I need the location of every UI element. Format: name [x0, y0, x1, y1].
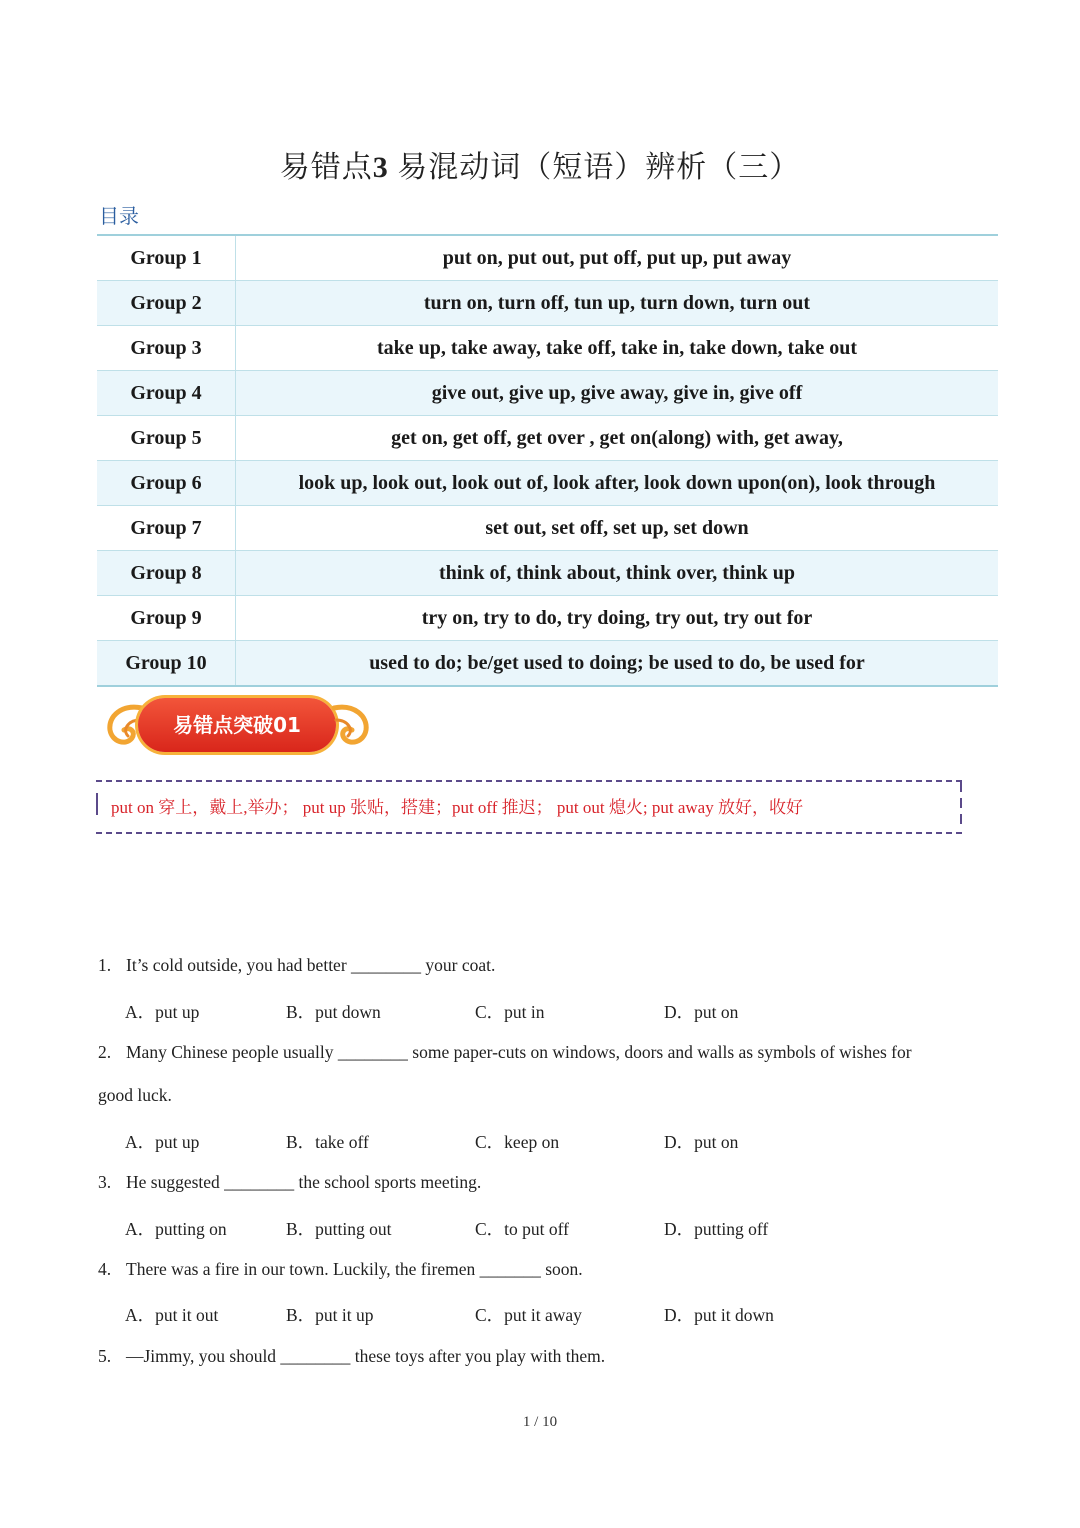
- title-prefix: 易错点: [279, 151, 373, 184]
- option-b: B．take off: [286, 1132, 369, 1152]
- table-row: [97, 281, 998, 326]
- table-row: [97, 326, 998, 371]
- question-number: 2.: [98, 1042, 112, 1062]
- table-row: [97, 235, 998, 281]
- option-d: D．put on: [664, 1132, 739, 1152]
- option-c: C．put it away: [475, 1305, 582, 1325]
- group-label: Group 6: [97, 461, 236, 506]
- toc-label: 目录: [99, 206, 139, 228]
- page-number: 1 / 10: [522, 1414, 558, 1430]
- title-text: 易混动词（短语）辨析（三）: [397, 151, 801, 184]
- group-label: Group 10: [97, 641, 236, 687]
- question-5: [98, 1346, 605, 1367]
- group-table: [97, 234, 998, 687]
- group-phrases: used to do; be/get used to doing; be used to do, be used for: [236, 641, 999, 687]
- option-c: C．put in: [475, 1002, 545, 1022]
- question-number: 5.: [98, 1346, 112, 1366]
- question-1: [98, 955, 495, 976]
- title-number: 3: [372, 151, 389, 184]
- group-label: Group 3: [97, 326, 236, 371]
- table-row: [97, 596, 998, 641]
- option-a: A．put up: [125, 1132, 200, 1152]
- group-phrases: look up, look out, look out of, look after, look down upon(on), look through: [236, 461, 999, 506]
- group-phrases: try on, try to do, try doing, try out, try out for: [236, 596, 999, 641]
- group-phrases: put on, put out, put off, put up, put away: [236, 235, 999, 281]
- option-d: D．put it down: [664, 1305, 774, 1325]
- group-label: Group 4: [97, 371, 236, 416]
- group-label: Group 5: [97, 416, 236, 461]
- question-text: It’s cold outside, you had better ________ your coat.: [126, 955, 496, 975]
- question-4: [98, 1259, 583, 1280]
- group-label: Group 9: [97, 596, 236, 641]
- group-label: Group 2: [97, 281, 236, 326]
- question-text: —Jimmy, you should ________ these toys after you play with them.: [126, 1346, 606, 1366]
- tip-box-right-edge: [960, 782, 962, 828]
- question-number: 3.: [98, 1172, 112, 1192]
- banner-label: 易错点突破01: [173, 713, 301, 737]
- section-banner: [102, 694, 374, 758]
- table-row: [97, 461, 998, 506]
- tip-box-left-edge: [96, 793, 98, 815]
- group-phrases: set out, set off, set up, set down: [236, 506, 999, 551]
- group-phrases: get on, get off, get over , get on(along) with, get away,: [236, 416, 999, 461]
- right-scroll-ornament-icon: [330, 700, 374, 752]
- group-phrases: give out, give up, give away, give in, give off: [236, 371, 999, 416]
- tip-text: put on 穿上，戴上,举办； put up 张贴，搭建；put off 推迟； put out 熄火; put away 放好，收好: [111, 798, 803, 817]
- option-c: C．to put off: [475, 1219, 569, 1239]
- group-label: Group 7: [97, 506, 236, 551]
- option-b: B．putting out: [286, 1219, 392, 1239]
- group-phrases: think of, think about, think over, think up: [236, 551, 999, 596]
- option-a: A．putting on: [125, 1219, 227, 1239]
- table-row: [97, 641, 998, 687]
- question-number: 4.: [98, 1259, 112, 1279]
- option-a: A．put it out: [125, 1305, 219, 1325]
- question-text: He suggested ________ the school sports meeting.: [126, 1172, 482, 1192]
- question-text: Many Chinese people usually ________ some paper-cuts on windows, doors and walls as symbols of wishes for: [126, 1042, 912, 1062]
- table-row: [97, 371, 998, 416]
- option-c: C．keep on: [475, 1132, 560, 1152]
- table-row: [97, 506, 998, 551]
- option-b: B．put down: [286, 1002, 381, 1022]
- option-d: D．put on: [664, 1002, 739, 1022]
- page-title: [0, 142, 1080, 186]
- option-a: A．put up: [125, 1002, 200, 1022]
- table-row: [97, 551, 998, 596]
- group-label: Group 1: [97, 235, 236, 281]
- option-d: D．putting off: [664, 1219, 769, 1239]
- question-3: [98, 1172, 481, 1193]
- question-number: 1.: [98, 955, 112, 975]
- question-text: There was a fire in our town. Luckily, the firemen _______ soon.: [126, 1259, 583, 1279]
- question-2: [98, 1042, 912, 1063]
- group-label: Group 8: [97, 551, 236, 596]
- question-2-continued: good luck.: [98, 1085, 172, 1105]
- table-row: [97, 416, 998, 461]
- group-phrases: take up, take away, take off, take in, take down, take out: [236, 326, 999, 371]
- group-phrases: turn on, turn off, tun up, turn down, turn out: [236, 281, 999, 326]
- option-b: B．put it up: [286, 1305, 374, 1325]
